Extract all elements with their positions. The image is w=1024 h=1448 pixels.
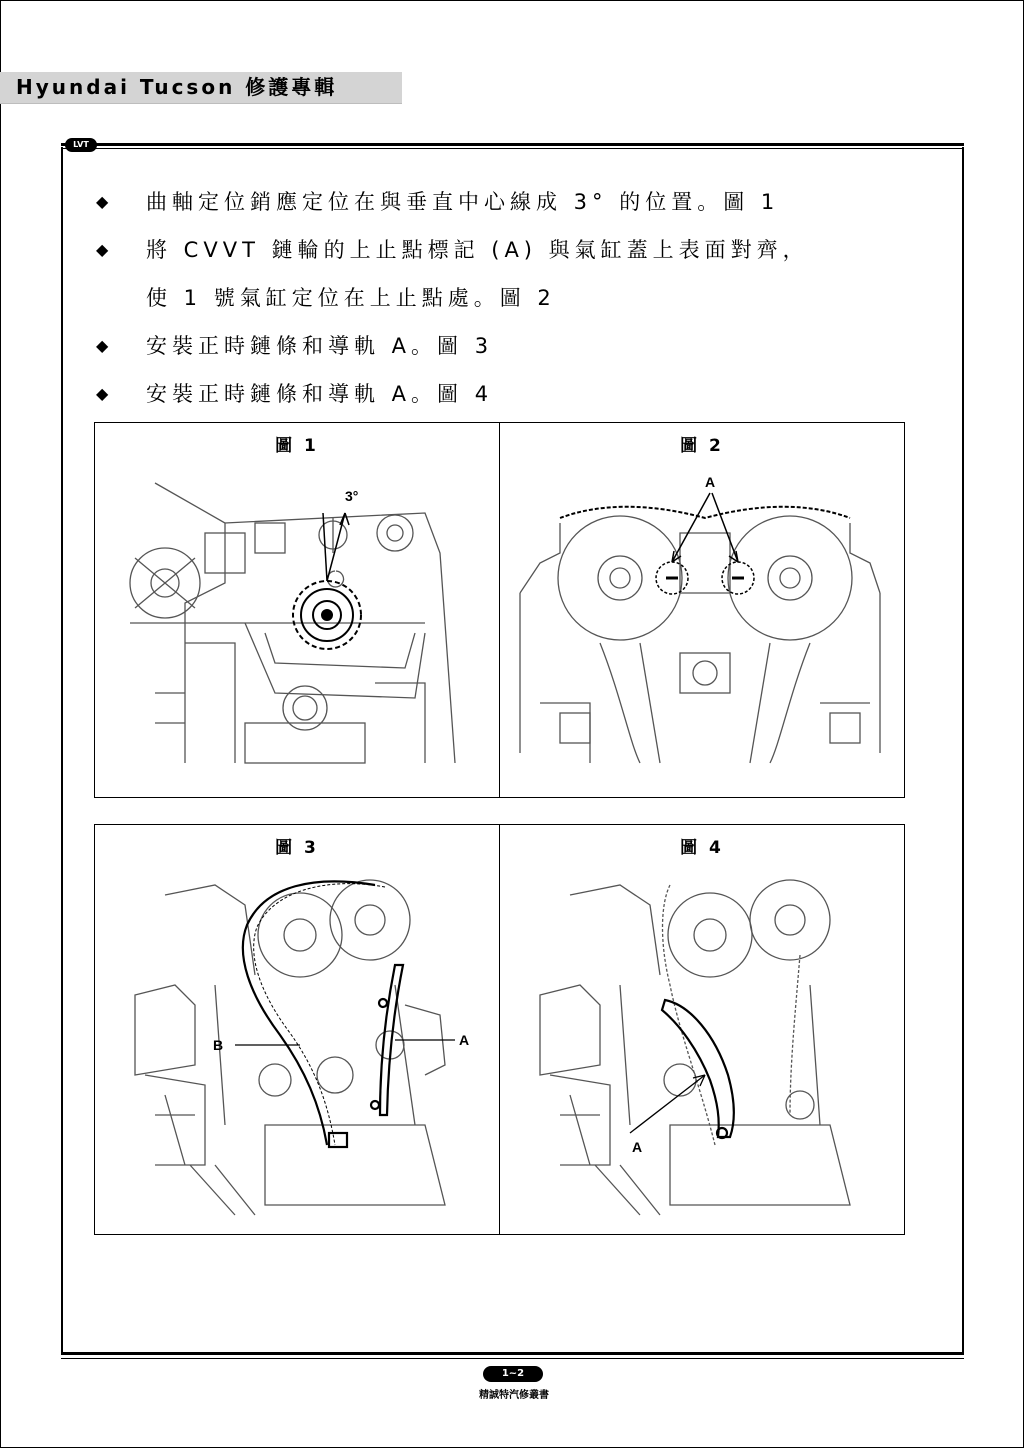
diamond-bullet-icon: ◆: [96, 240, 109, 259]
chain-guide-installation-drawing: [500, 865, 904, 1230]
chain-callout-b: B: [213, 1037, 224, 1053]
publisher-label: 精誠特汽修叢書: [479, 1390, 549, 1401]
diamond-bullet-icon: ◆: [96, 384, 109, 403]
angle-callout: 3°: [345, 488, 359, 504]
bullet-text: 安裝正時鏈條和導軌 A。圖 4: [146, 382, 494, 406]
top-rule: [61, 143, 964, 146]
bottom-rule: [61, 1352, 964, 1355]
figure-table-row-1: [94, 422, 905, 798]
bullet-line-4: [96, 378, 493, 410]
figure-3-cell: [95, 825, 500, 1234]
bullet-text: 安裝正時鏈條和導軌 A。圖 3: [146, 334, 494, 358]
bullet-text: 使 1 號氣缸定位在上止點處。圖 2: [146, 286, 556, 310]
cvvt-sprocket-tdc-drawing: [500, 463, 904, 793]
diamond-bullet-icon: ◆: [96, 192, 109, 211]
bullet-line-2: [96, 234, 809, 266]
figure-1-label: 圖 1: [275, 436, 319, 456]
bullet-line-2-continued: [146, 282, 556, 314]
figure-2-label: 圖 2: [680, 436, 724, 456]
bottom-rule-thin: [61, 1358, 964, 1359]
bullet-line-1: [96, 186, 779, 218]
tdc-mark-callout: A: [705, 474, 716, 490]
bullet-line-3: [96, 330, 493, 362]
page-number-badge: 1~2: [483, 1366, 543, 1382]
diamond-bullet-icon: ◆: [96, 336, 109, 355]
guide-callout-a: A: [632, 1139, 643, 1155]
guide-callout-a: A: [459, 1032, 470, 1048]
bullet-text: 曲軸定位銷應定位在與垂直中心線成 3° 的位置。圖 1: [146, 190, 780, 214]
figure-2-cell: [500, 423, 904, 797]
lvt-logo-badge: LVT: [65, 138, 97, 152]
page-title: Hyundai Tucson 修護專輯: [16, 75, 338, 99]
crankshaft-sprocket-drawing: [95, 463, 499, 793]
timing-chain-installation-drawing: [95, 865, 499, 1230]
figure-4-cell: [500, 825, 904, 1234]
figure-4-label: 圖 4: [680, 838, 724, 858]
figure-1-cell: [95, 423, 500, 797]
figure-table-row-2: [94, 824, 905, 1235]
bullet-text: 將 CVVT 鏈輪的上止點標記 (A) 與氣缸蓋上表面對齊，: [146, 238, 809, 262]
figure-3-label: 圖 3: [275, 838, 319, 858]
